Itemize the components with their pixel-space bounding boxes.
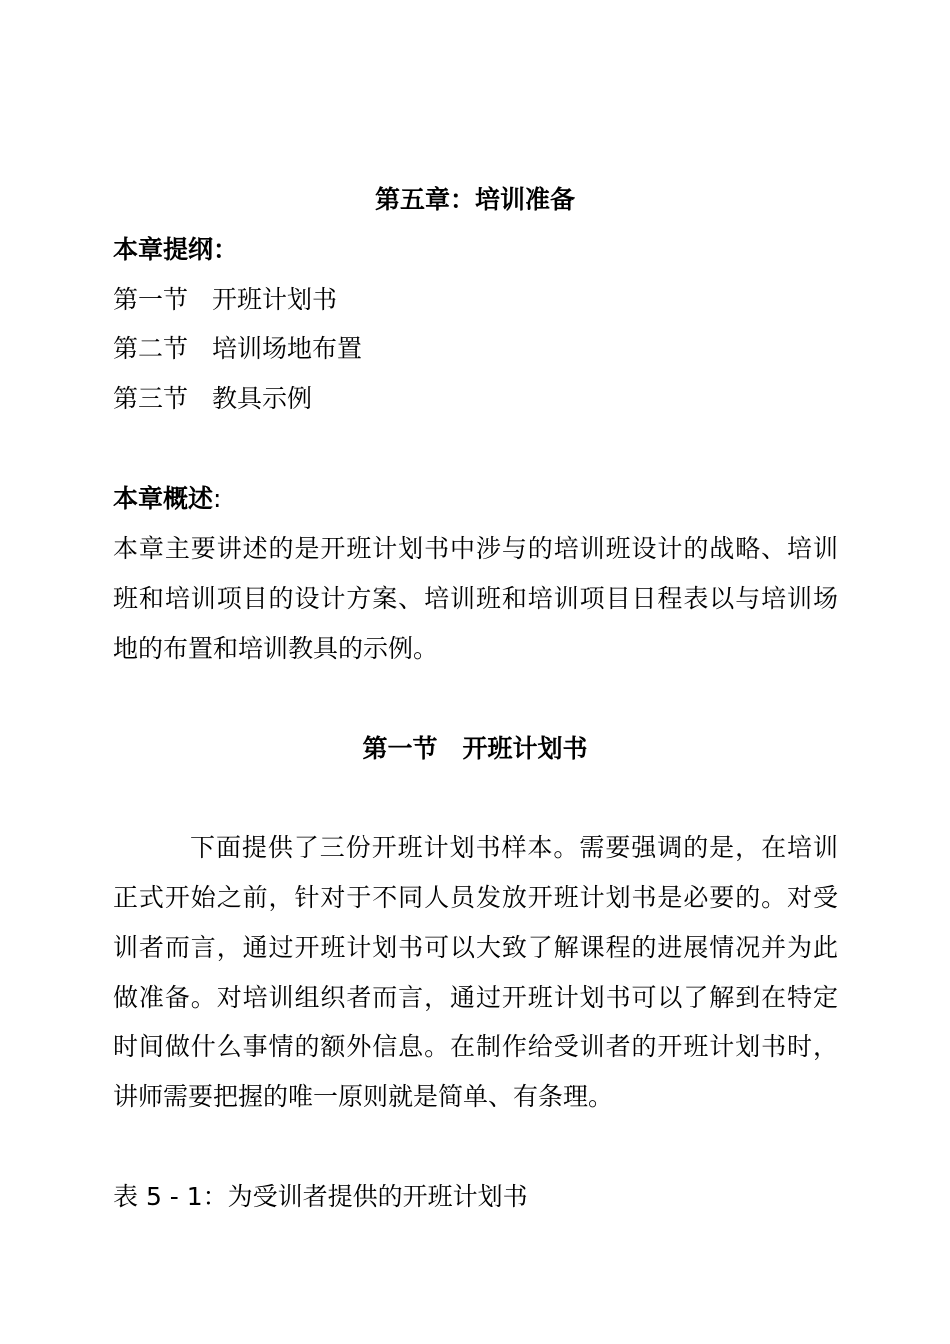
outline-item-number: 第三节 (113, 384, 189, 413)
outline-item-title: 开班计划书 (212, 285, 338, 314)
paragraph-line: 讲师需要把握的唯一原则就是简单、有条理。 (113, 1082, 614, 1111)
outline-item (113, 283, 337, 317)
paragraph-line: 正式开始之前，针对于不同人员发放开班计划书是必要的。对受 (113, 883, 838, 912)
outline-item (113, 332, 362, 366)
overview-line: 本章主要讲述的是开班计划书中涉与的培训班设计的战略、培训 (113, 534, 838, 563)
overview-line: 地的布置和培训教具的示例。 (113, 634, 439, 663)
outline-item (113, 382, 312, 416)
overview-heading-colon: : (213, 484, 222, 513)
paragraph-line: 下面提供了三份开班计划书样本。需要强调的是，在培训 (190, 833, 838, 862)
overview-line: 班和培训项目的设计方案、培训班和培训项目日程表以与培训场 (113, 584, 838, 613)
section-title: 第一节 开班计划书 (362, 734, 588, 763)
outline-item-title: 培训场地布置 (212, 334, 363, 363)
table-caption: 表 5 - 1：为受训者提供的开班计划书 (113, 1182, 528, 1211)
outline-item-title: 教具示例 (212, 384, 313, 413)
overview-heading-text: 本章概述 (113, 484, 214, 513)
overview-heading (113, 482, 221, 516)
paragraph-line: 训者而言，通过开班计划书可以大致了解课程的进展情况并为此 (113, 933, 838, 962)
paragraph-line: 时间做什么事情的额外信息。在制作给受训者的开班计划书时， (113, 1032, 838, 1061)
outline-item-number: 第一节 (113, 285, 189, 314)
paragraph-line: 做准备。对培训组织者而言，通过开班计划书可以了解到在特定 (113, 983, 838, 1012)
chapter-title: 第五章：培训准备 (374, 185, 575, 214)
outline-item-number: 第二节 (113, 334, 189, 363)
outline-heading: 本章提纲： (113, 235, 239, 264)
